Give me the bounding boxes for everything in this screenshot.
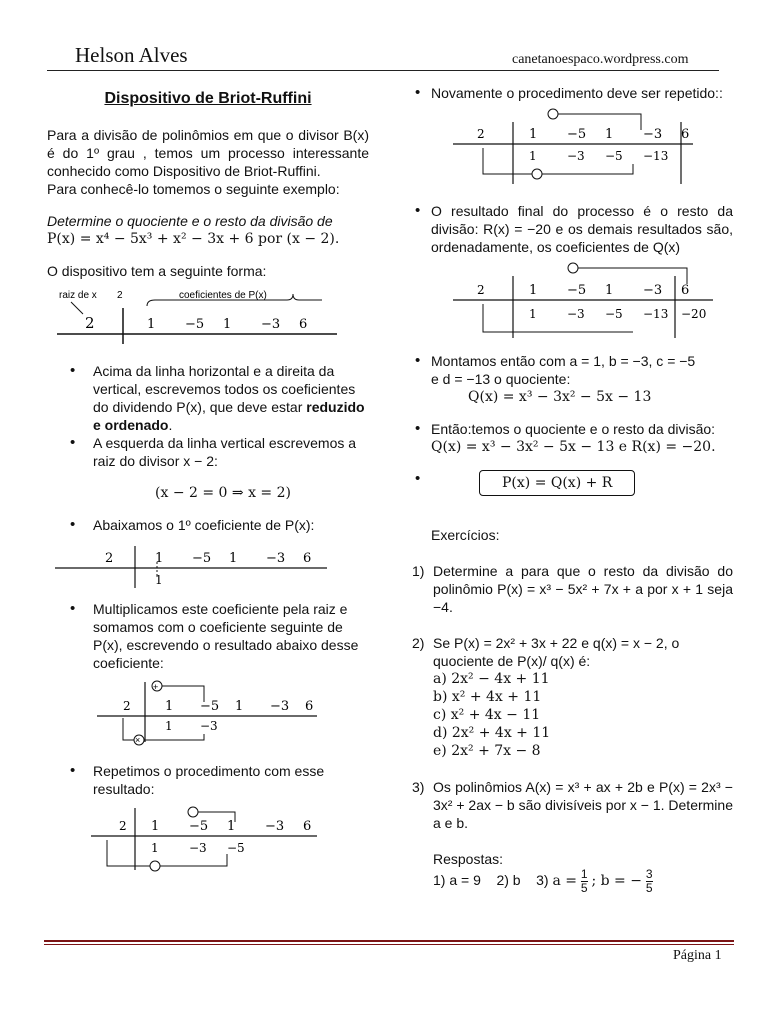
coefficient: 6 — [681, 283, 690, 298]
coefficient: 1 — [605, 127, 614, 142]
svg-text:2: 2 — [123, 699, 131, 713]
site-url: canetanoespaco.wordpress.com — [512, 52, 689, 67]
bullet-1: • Acima da linha horizontal e a direita da vertical, escrevemos todos os coeficientes do dividendo P(x), que deve estar reduzido e ordenado. — [47, 362, 369, 434]
bullet-4: • Multiplicamos este coeficiente pela raiz e somamos com o coeficiente seguinte de P(x), escrevendo o resultado abaixo desse coeficiente: — [47, 600, 369, 672]
coefficient: 6 — [299, 317, 308, 332]
coefficient: −5 — [200, 699, 220, 714]
coefficient: −3 — [643, 127, 663, 142]
exercise-1: 1) Determine a para que o resto da divisão do polinômio P(x) = x³ − 5x² + 7x + a por x + 1 seja −4. — [412, 563, 733, 615]
left-column — [47, 90, 369, 880]
result-value: −3 — [567, 307, 585, 321]
result-value: −20 — [681, 307, 707, 321]
coefficient: −5 — [567, 283, 587, 298]
bullet-r4: • Então:temos o quociente e o resto da divisão: Q(x) = x³ − 3x² − 5x − 13 e R(x) = −20. — [415, 420, 733, 456]
coefficient: 1 — [147, 317, 156, 332]
coefficient: 6 — [303, 551, 312, 566]
exercises-heading: Exercícios: — [431, 527, 500, 543]
result-value: −5 — [605, 307, 623, 321]
ruffini-step-4 — [453, 108, 753, 188]
right-column — [412, 84, 733, 895]
exercise-option: c) x² + 4x − 11 — [433, 707, 541, 723]
result-value: −5 — [227, 841, 245, 855]
root-label-value: 2 — [117, 290, 123, 301]
intro-paragraph: Para a divisão de polinômios em que o divisor B(x) é do 1º grau , temos um processo interessante conhecido como Dispositivo de Briot-Ruffini. — [47, 127, 369, 179]
ruffini-step-3 — [47, 804, 327, 874]
coefficient: 1 — [223, 317, 232, 332]
exercise-3: 3) Os polinômios A(x) = x³ + ax + 2b e P(x) = 2x³ − 3x² + 2ax − b são divisíveis por x − 1. Determine a e b. — [412, 779, 733, 831]
page-number: Página 1 — [673, 948, 722, 963]
coefficient: −5 — [192, 551, 212, 566]
exercise-option: d) 2x² + 4x + 11 — [433, 725, 551, 741]
result-value: 1 — [151, 841, 159, 855]
coefficient: −3 — [643, 283, 663, 298]
coefficient: 1 — [529, 127, 538, 142]
root-value: 2 — [85, 314, 95, 332]
ruffini-step-2 — [47, 678, 327, 748]
root-equation: (x − 2 = 0 ⇒ x = 2) — [155, 485, 291, 501]
coef-label: coeficientes de P(x) — [179, 290, 267, 301]
coefficient: −3 — [270, 699, 290, 714]
form-intro: O dispositivo tem a seguinte forma: — [47, 263, 267, 279]
ruffini-final — [453, 262, 753, 342]
exercise-2-options — [433, 670, 733, 760]
coefficient: 6 — [303, 819, 312, 834]
coefficient: 1 — [605, 283, 614, 298]
result-value: −3 — [189, 841, 207, 855]
exercise-option: a) 2x² − 4x + 11 — [433, 671, 550, 687]
svg-text:2: 2 — [105, 551, 114, 566]
result-value: 1 — [165, 719, 173, 733]
intro-paragraph-2: Para conhecê-lo tomemos o seguinte exemplo: — [47, 181, 340, 197]
exercise-option: e) 2x² + 7x − 8 — [433, 743, 541, 759]
result-value: 1 — [155, 573, 163, 587]
coefficient: −5 — [189, 819, 209, 834]
coefficient: 6 — [305, 699, 314, 714]
result-value: −13 — [643, 307, 669, 321]
svg-text:2: 2 — [119, 819, 127, 833]
ruffini-diagram-base — [47, 286, 337, 356]
root-arrow — [71, 302, 83, 314]
bullet-r5 — [415, 470, 733, 496]
answers: Respostas: 1) a = 9 2) b 3) a = $\frac{1}{5}$ ; b = − $\frac{3}{5}$ — [433, 851, 653, 895]
result-value: −13 — [643, 149, 669, 163]
coefficient: 1 — [227, 819, 236, 834]
result-value: 1 — [529, 149, 537, 163]
coefficient: −3 — [266, 551, 286, 566]
header-rule — [47, 70, 719, 71]
coefficient: −5 — [567, 127, 587, 142]
exercise-2: 2) Se P(x) = 2x² + 3x + 22 e q(x) = x − 2, o quociente de P(x)/ q(x) é: a) 2x² − 4x + 11 b) x² + 4x + 11 c) x² + 4x − 11 d) 2x² + 4x + 11 e) 2x² + 7x − 8 — [415, 634, 733, 760]
example-statement: Determine o quociente e o resto da divisão de — [47, 213, 333, 229]
bullet-r1: • Novamente o procedimento deve ser repetido:: — [415, 84, 733, 102]
coefficient: −3 — [265, 819, 285, 834]
coefficient: 1 — [529, 283, 538, 298]
svg-text:2: 2 — [477, 283, 485, 297]
svg-text:+: + — [153, 682, 159, 692]
bullet-2: • A esquerda da linha vertical escrevemos a raiz do divisor x − 2: — [47, 434, 369, 470]
footer-rule-thin — [44, 944, 734, 945]
result-value: −3 — [200, 719, 218, 733]
coef-row — [147, 317, 307, 332]
bullet-r2: • O resultado final do processo é o resto da divisão: R(x) = −20 e os demais resultados são, ordenadamente, os coeficientes de Q(x) — [415, 202, 733, 256]
result-value: 1 — [529, 307, 537, 321]
coefficient: −3 — [261, 317, 281, 332]
footer-rule — [44, 940, 734, 942]
coefficient: −5 — [185, 317, 205, 332]
bullet-3: • Abaixamos o 1º coeficiente de P(x): — [47, 516, 369, 534]
coefficient: 1 — [229, 551, 238, 566]
author-name: Helson Alves — [75, 43, 188, 67]
coefficient: 1 — [165, 699, 174, 714]
result-value: −3 — [567, 149, 585, 163]
bullet-r3: • Montamos então com a = 1, b = −3, c = −5 e d = −13 o quociente: Q(x) = x³ − 3x² − 5x − 13 — [415, 352, 733, 406]
identity-box: P(x) = Q(x) + R — [479, 470, 635, 496]
coefficient: 1 — [155, 551, 164, 566]
page-title: Dispositivo de Briot-Ruffini — [104, 90, 312, 107]
coefficient: 1 — [235, 699, 244, 714]
coefficient: 1 — [151, 819, 160, 834]
bullet-5: • Repetimos o procedimento com esse resultado: — [47, 762, 369, 798]
example-polynomial: P(x) = x⁴ − 5x³ + x² − 3x + 6 por (x − 2). — [47, 231, 340, 247]
coefficient: 6 — [681, 127, 690, 142]
root-label: raiz de x — [59, 290, 97, 301]
ruffini-step-1 — [47, 540, 327, 590]
result-value: −5 — [605, 149, 623, 163]
exercise-option: b) x² + 4x + 11 — [433, 689, 542, 705]
svg-text:×: × — [135, 735, 141, 745]
svg-text:2: 2 — [477, 127, 485, 141]
